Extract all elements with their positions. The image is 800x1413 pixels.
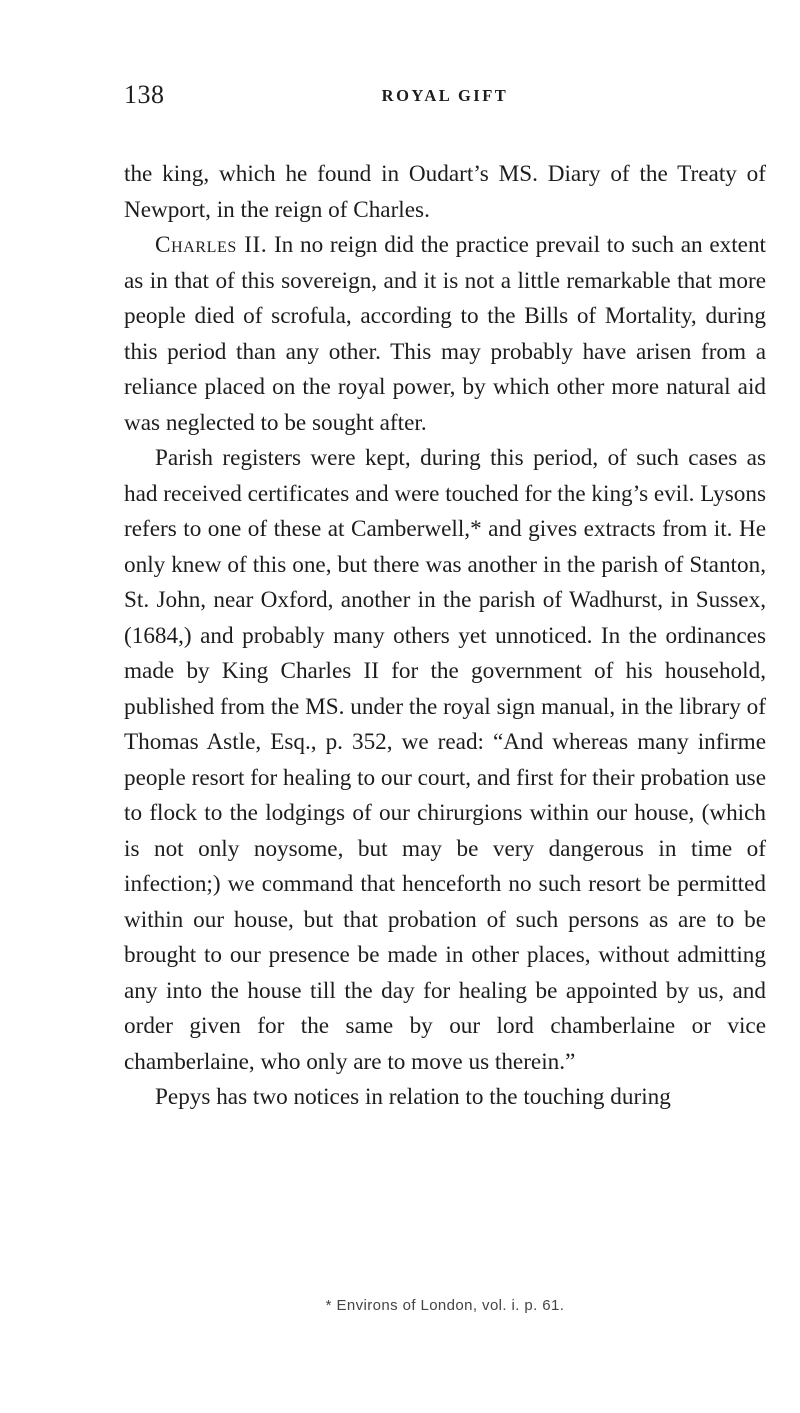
page-number: 138 bbox=[124, 80, 165, 109]
paragraph-text: In no reign did the practice prevail to such an extent as in that of this sovereign, and it is not a little remarkable that more people died of scrofula, according to the Bills of Mortality, during this period than any other. This may probably have arisen from a reliance placed on the royal power, by which other more natural aid was neglected to be sought after. bbox=[124, 232, 766, 436]
paragraph-charles-ii bbox=[124, 228, 766, 441]
paragraph-parish-registers: Parish registers were kept, during this period, of such cases as had received certificates and were touched for the king’s evil. Lysons refers to one of these at Camberwell,* and gives extracts from it. He only knew of this one, but there was another in the parish of Stanton, St. John, near Oxford, another in the parish of Wadhurst, in Sussex, (1684,) and probably many others yet unnoticed. In the ordinances made by King Charles II for the government of his household, published from the MS. under the royal sign manual, in the library of Thomas Astle, Esq., p. 352, we read: “And whereas many infirme people resort for healing to our court, and first for their probation use to flock to the lodgings of our chirurgions within our house, (which is not only noysome, but may be very dangerous in time of infection;) we command that henceforth no such resort be permitted within our house, but that probation of such persons as are to be brought to our presence be made in other places, without admitting any into the house till the day for healing be appointed by us, and order given for the same by our lord chamberlaine or vice chamberlaine, who only are to move us therein.” bbox=[124, 445, 766, 1075]
section-lead: Charles II. bbox=[155, 232, 268, 258]
body-text bbox=[124, 157, 766, 1116]
paragraph-pepys: Pepys has two notices in relation to the touching during bbox=[155, 1084, 671, 1110]
running-head: ROYAL GIFT bbox=[381, 86, 509, 105]
paragraph-continued: the king, which he found in Oudart’s MS. Diary of the Treaty of Newport, in the reign of Charles. bbox=[124, 161, 766, 223]
page-header bbox=[124, 80, 766, 120]
footnote: * Environs of London, vol. i. p. 61. bbox=[325, 1297, 565, 1314]
